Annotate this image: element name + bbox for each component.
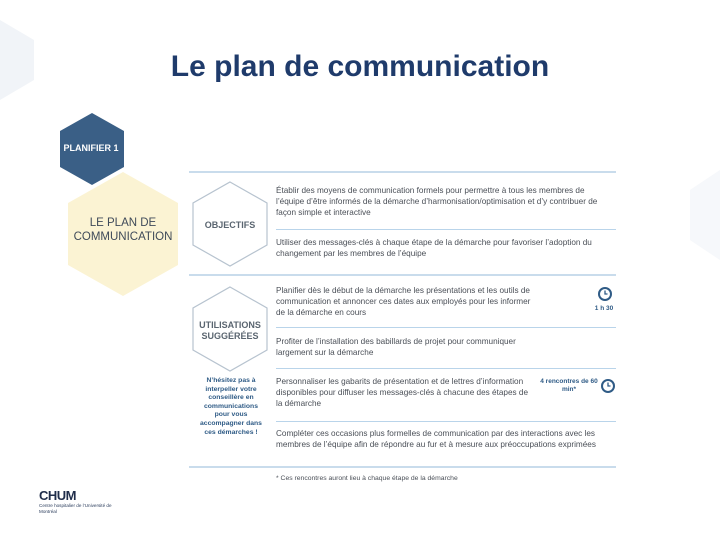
objective-item: Établir des moyens de communication formels pour permettre à tous les membres de l’équipe d’être informés de la démarche d’harmonisation/optimisation et d’y contribuer de façon simple et interactive [276, 186, 598, 218]
bg-hex-right [690, 170, 720, 260]
usage-item: Personnaliser les gabarits de présentation et de lettres d’information disponibles pour diffuser les messages-clés à chacune des étapes de la démarche [276, 377, 528, 409]
divider [189, 274, 616, 276]
slide-title: Le plan de communication [170, 50, 550, 83]
divider [276, 229, 616, 230]
footnote: * Ces rencontres auront lieu à chaque étape de la démarche [276, 475, 458, 482]
clock-icon [598, 287, 612, 301]
divider [276, 421, 616, 422]
divider [189, 466, 616, 468]
divider [276, 368, 616, 369]
usage-item: Planifier dès le début de la démarche les présentations et les outils de communication et annoncer ces dates aux employés pour les informer de la démarche en cours [276, 286, 531, 318]
step-badge: PLANIFIER 1 [63, 143, 119, 153]
clock-icon [601, 379, 615, 393]
duration-badge: 1 h 30 [594, 305, 614, 312]
utilisations-label: UTILISATIONS SUGGÉRÉES [199, 320, 261, 341]
usage-item: Profiter de l’installation des babillards de projet pour communiquer largement sur la démarche [276, 337, 516, 358]
duration-badge: 4 rencontres de 60 min* [540, 378, 598, 393]
objective-item: Utiliser des messages-clés à chaque étape de la démarche pour favoriser l’adoption du changement par les membres de l’équipe [276, 238, 592, 259]
logo-subtitle: Centre hospitalier de l’Université de Montréal [39, 503, 112, 514]
objectifs-label: OBJECTIFS [204, 220, 256, 230]
logo-mark: CHUM [39, 488, 76, 503]
advice-note: N’hésitez pas à interpeller votre conseillère en communications pour vous accompagner dans ces démarches ! [200, 377, 262, 436]
divider [276, 327, 616, 328]
logo [39, 488, 119, 514]
usage-item: Compléter ces occasions plus formelles de communication par des interactions avec les membres de l’équipe afin de répondre au fur et à mesure aux préoccupations exprimées [276, 429, 596, 450]
topic-label: LE PLAN DE COMMUNICATION [73, 217, 173, 243]
divider [189, 171, 616, 173]
